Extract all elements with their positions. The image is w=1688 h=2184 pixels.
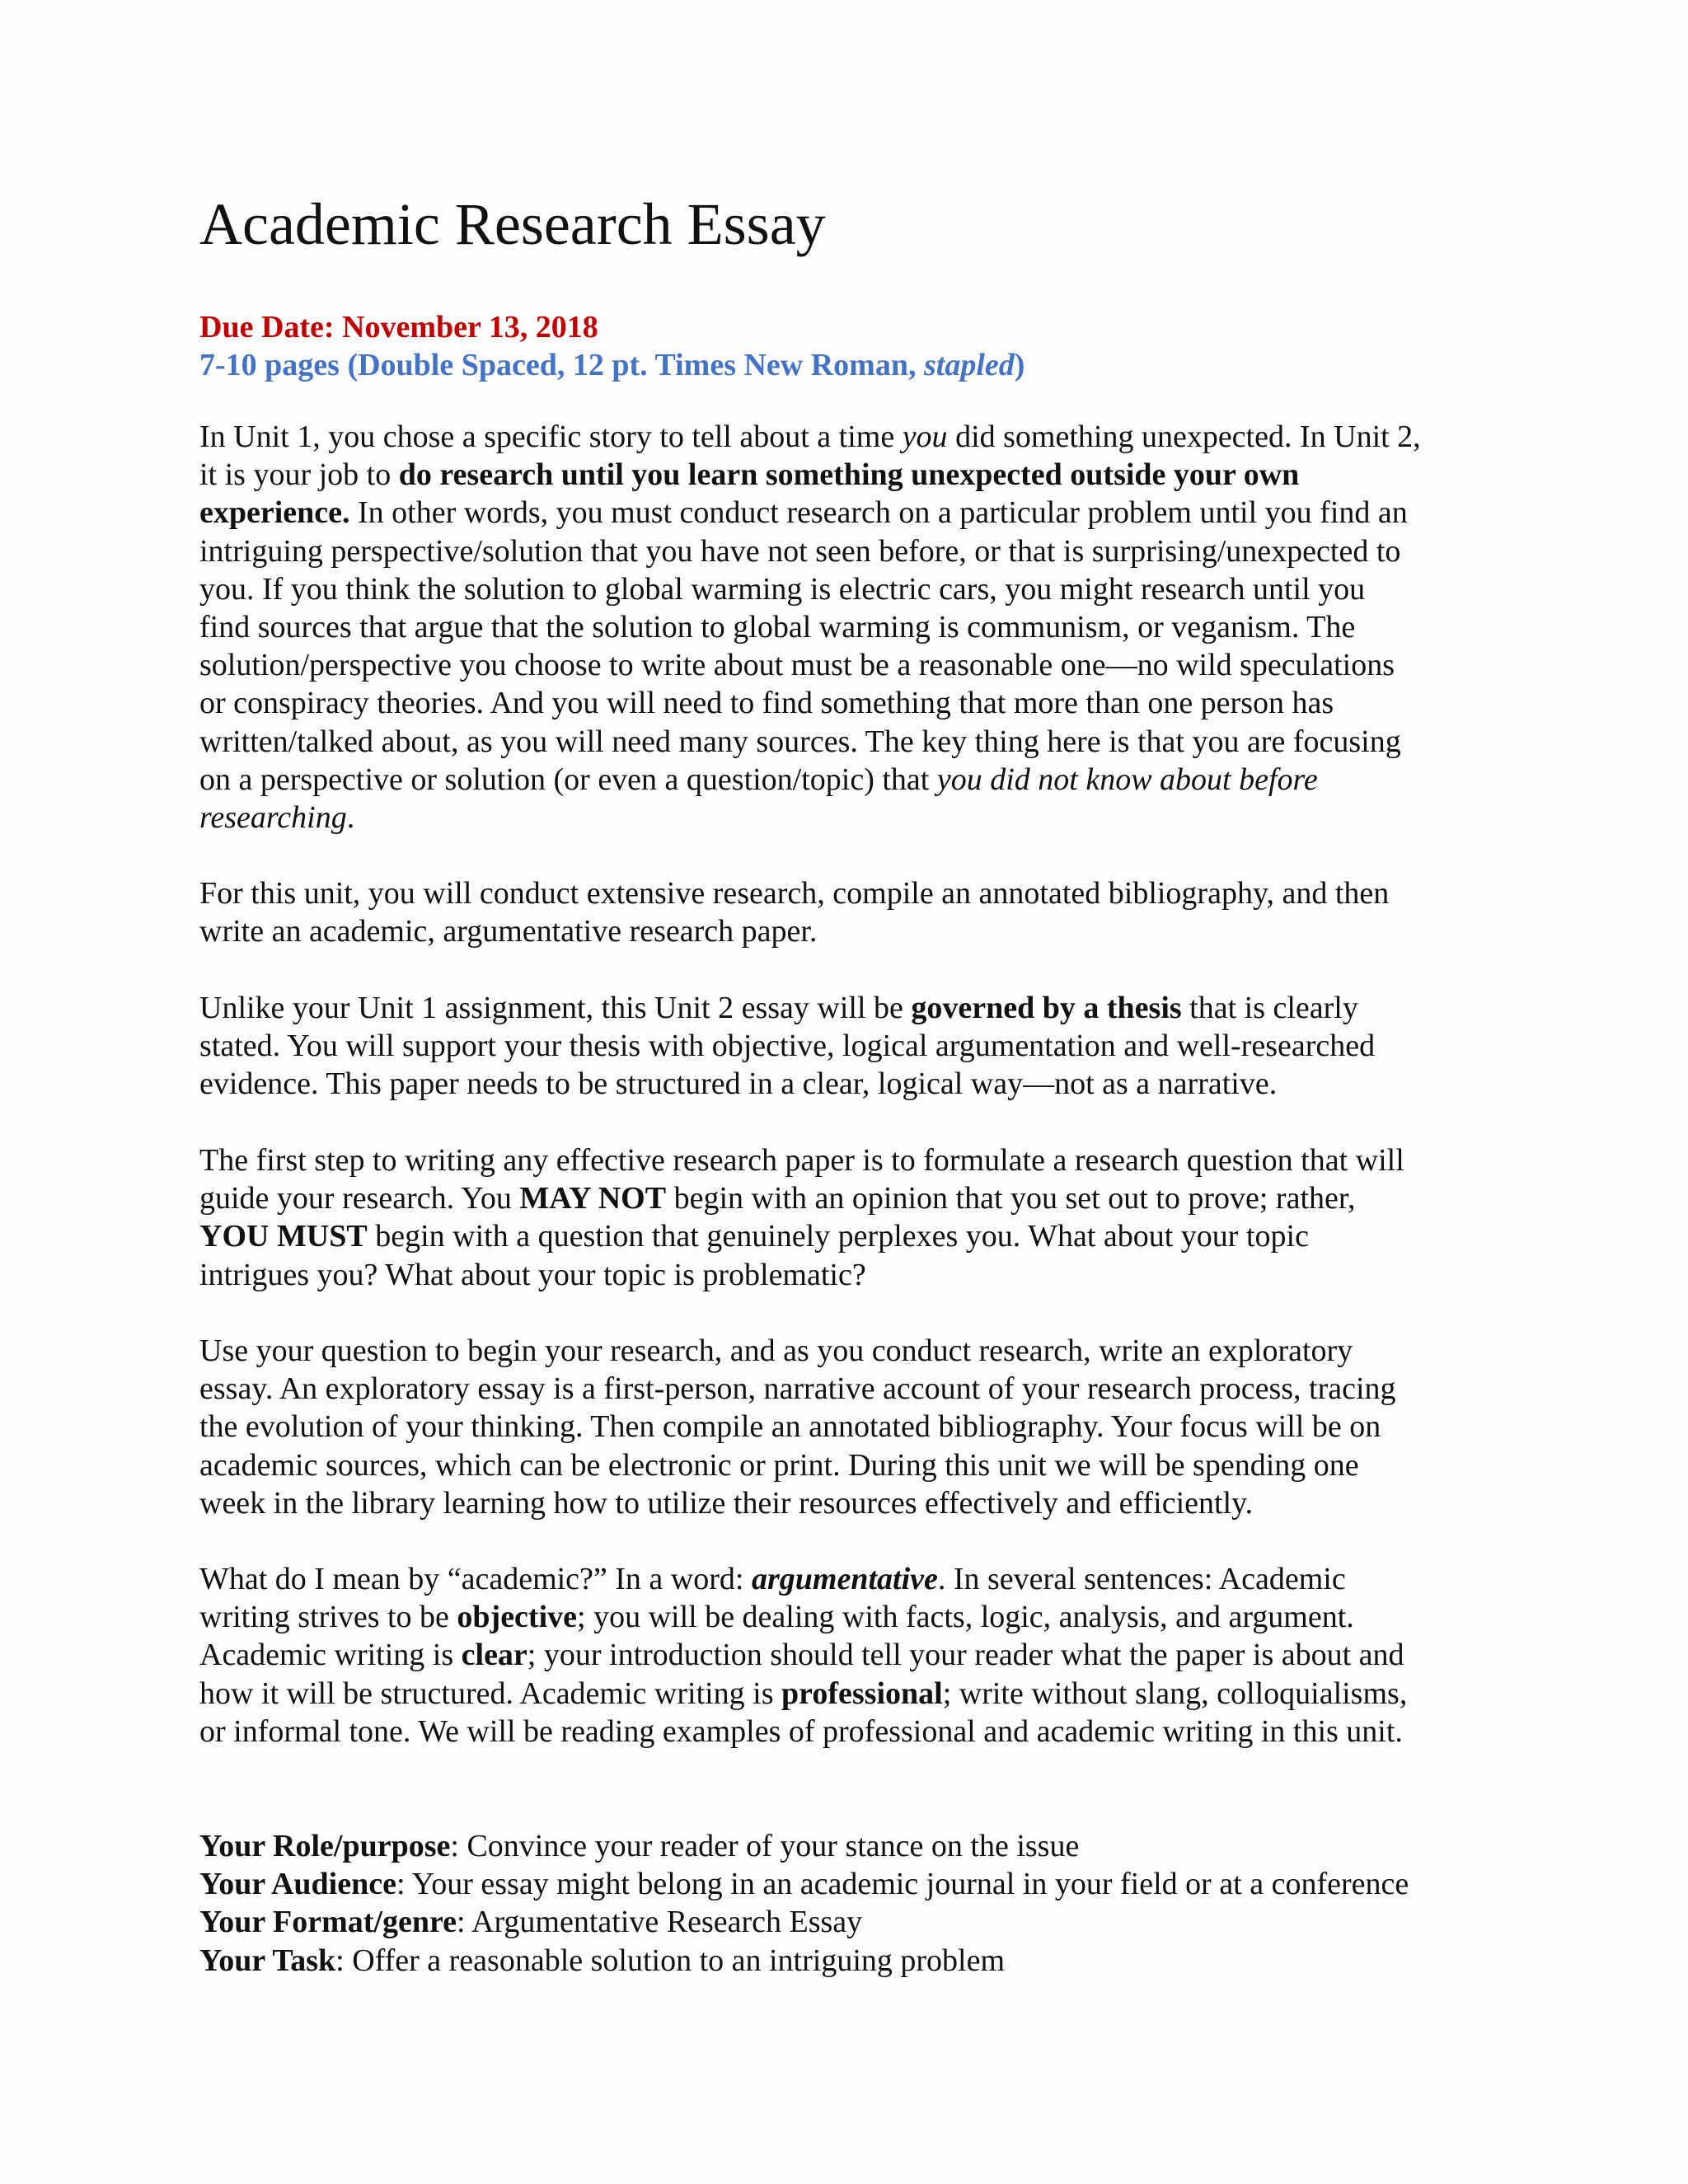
paragraph-research-question <box>199 1141 1551 1294</box>
role-label: Your Audience <box>199 1867 396 1902</box>
text-line: how it will be structured. Academic writing is professional; write without slang, colloquialisms, <box>199 1675 1408 1711</box>
text-line: the evolution of your thinking. Then compile an annotated bibliography. Your focus will be on <box>199 1409 1381 1445</box>
text-line: academic sources, which can be electronic or print. During this unit we will be spending one <box>199 1447 1359 1483</box>
role-label: Your Task <box>199 1943 336 1978</box>
due-date: Due Date: November 13, 2018 <box>199 310 598 344</box>
paragraph-thesis <box>199 989 1551 1104</box>
page-requirements-text: 7-10 pages (Double Spaced, 12 pt. Times New Roman, <box>199 348 924 382</box>
text-line: written/talked about, as you will need many sources. The key thing here is that you are focusing <box>199 724 1401 759</box>
text-line: writing strives to be objective; you will be dealing with facts, logic, analysis, and argument. <box>199 1600 1354 1635</box>
text-line: write an academic, argumentative research paper. <box>199 914 818 949</box>
text-line: intriguing perspective/solution that you have not seen before, or that is surprising/unexpected to <box>199 533 1401 569</box>
assignment-roles <box>199 1827 1551 1980</box>
text-line: solution/perspective you choose to write about must be a reasonable one—no wild speculations <box>199 648 1395 683</box>
page-requirements-stapled: stapled <box>923 348 1015 382</box>
text-line: Unlike your Unit 1 assignment, this Unit 2 essay will be governed by a thesis that is clearly <box>199 991 1358 1025</box>
role-line: Your Role/purpose: Convince your reader of your stance on the issue <box>199 1829 1080 1863</box>
role-line: Your Format/genre: Argumentative Research Essay <box>199 1905 863 1940</box>
role-text: Argumentative Research Essay <box>471 1905 863 1940</box>
text-line: stated. You will support your thesis with objective, logical argumentation and well-researched <box>199 1029 1376 1064</box>
paragraph-exploratory-essay <box>199 1332 1551 1522</box>
text-line: you. If you think the solution to global warming is electric cars, you might research until you <box>199 571 1366 607</box>
text-line: it is your job to do research until you learn something unexpected outside your own <box>199 457 1300 493</box>
text-line: week in the library learning how to utilize their resources effectively and efficiently. <box>199 1485 1254 1521</box>
text-line: or conspiracy theories. And you will need to find something that more than one person has <box>199 686 1334 721</box>
text-line: In Unit 1, you chose a specific story to tell about a time you did something unexpected. In Unit 2, <box>199 419 1421 454</box>
page-requirements-close: ) <box>1014 348 1025 382</box>
paragraph-academic-definition <box>199 1560 1551 1750</box>
text-line: Use your question to begin your research, and as you conduct research, write an exploratory <box>199 1333 1353 1368</box>
page-requirements <box>199 346 1025 384</box>
text-line: YOU MUST begin with a question that genuinely perplexes you. What about your topic <box>199 1219 1309 1254</box>
text-line: find sources that argue that the solution to global warming is communism, or veganism. The <box>199 610 1356 645</box>
text-line: or informal tone. We will be reading examples of professional and academic writing in this unit. <box>199 1713 1403 1749</box>
role-text: Convince your reader of your stance on the issue <box>467 1829 1080 1863</box>
text-line: The first step to writing any effective research paper is to formulate a research question that will <box>199 1143 1404 1178</box>
role-label: Your Format/genre <box>199 1905 457 1940</box>
text-line: What do I mean by “academic?” In a word: argumentative. In several sentences: Academic <box>199 1562 1346 1596</box>
text-line: For this unit, you will conduct extensive research, compile an annotated bibliography, and then <box>199 876 1390 911</box>
text-line: researching. <box>199 800 355 836</box>
text-line: on a perspective or solution (or even a question/topic) that you did not know about before <box>199 762 1318 797</box>
text-line: intrigues you? What about your topic is problematic? <box>199 1257 866 1292</box>
role-text: Offer a reasonable solution to an intriguing problem <box>352 1943 1006 1978</box>
role-label: Your Role/purpose <box>199 1829 451 1863</box>
role-text: Your essay might belong in an academic journal in your field or at a conference <box>411 1867 1409 1902</box>
text-line: essay. An exploratory essay is a first-person, narrative account of your research process, tracing <box>199 1371 1396 1407</box>
text-line: guide your research. You MAY NOT begin with an opinion that you set out to prove; rather, <box>199 1181 1356 1216</box>
text-line: experience. In other words, you must conduct research on a particular problem until you find an <box>199 495 1408 531</box>
paragraph-unit-overview <box>199 874 1551 950</box>
text-line: evidence. This paper needs to be structured in a clear, logical way—not as a narrative. <box>199 1066 1278 1102</box>
role-line: Your Audience: Your essay might belong in an academic journal in your field or at a conference <box>199 1867 1409 1902</box>
document-title: Academic Research Essay <box>199 191 826 257</box>
text-line: Academic writing is clear; your introduction should tell your reader what the paper is about and <box>199 1638 1404 1673</box>
role-line: Your Task: Offer a reasonable solution to an intriguing problem <box>199 1943 1006 1978</box>
paragraph-intro <box>199 418 1551 837</box>
